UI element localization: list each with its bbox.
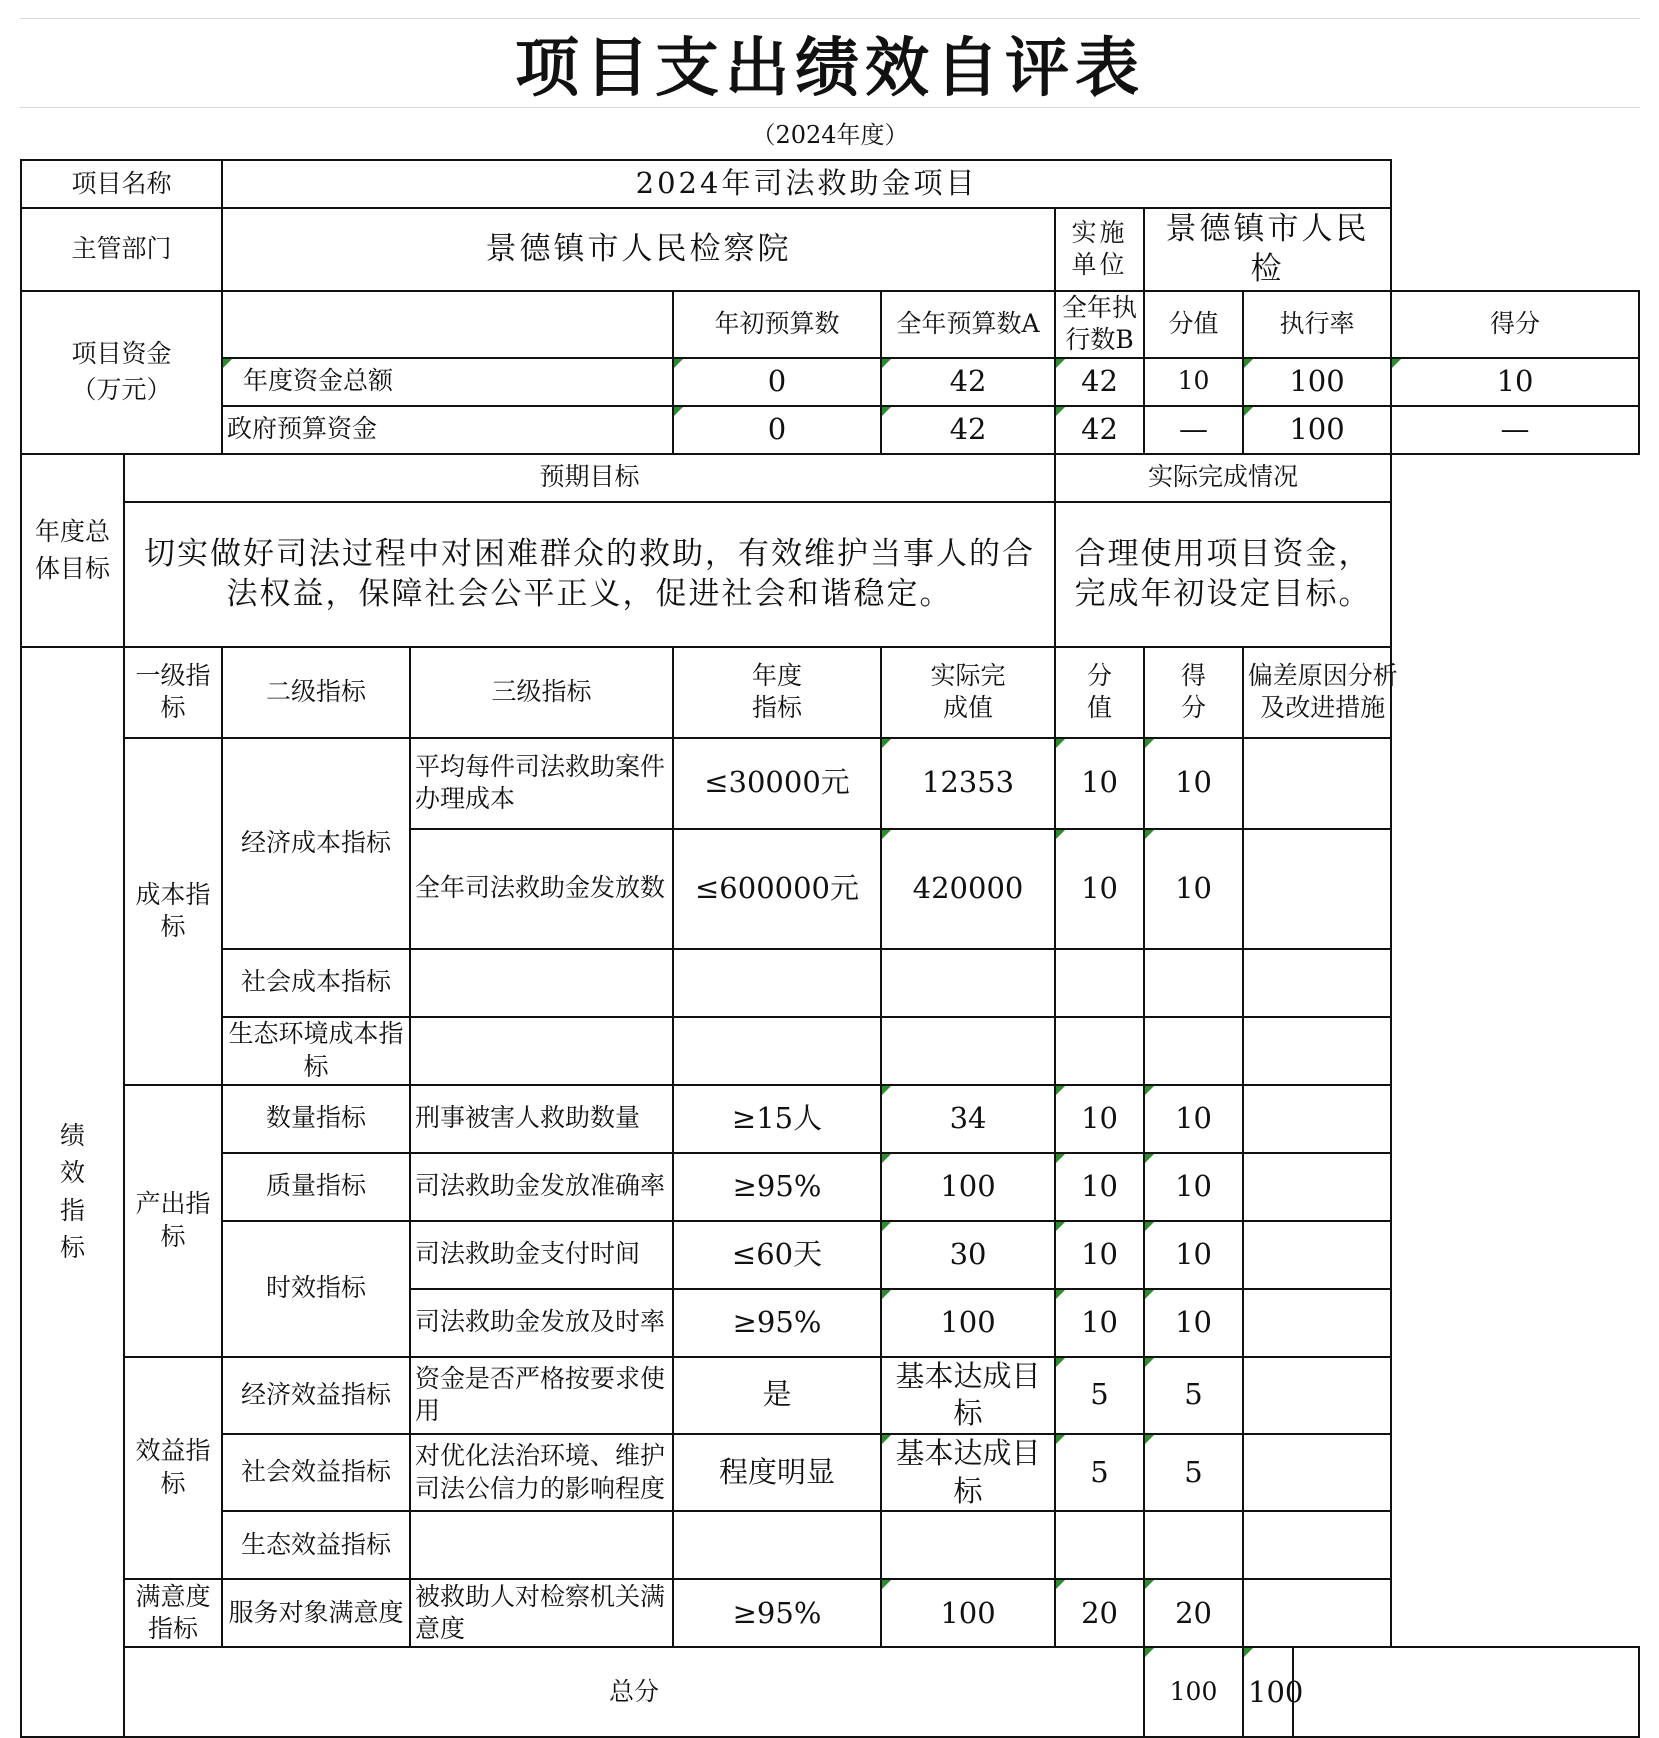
goals-header-row xyxy=(21,454,1639,502)
total-score: 100 xyxy=(1243,1647,1293,1737)
header-score-value: 分值 xyxy=(1055,647,1144,738)
project-name-value: 2024年司法救助金项目 xyxy=(222,160,1391,208)
goals-expected: 切实做好司法过程中对困难群众的救助，有效维护当事人的合法权益，保障社会公平正义，促进社会和谐稳定。 xyxy=(124,502,1055,647)
indicator-deviation xyxy=(1243,1434,1391,1511)
evaluation-table xyxy=(20,159,1640,1738)
dept-label: 主管部门 xyxy=(21,208,222,291)
indicator-score: 5 xyxy=(1144,1357,1243,1434)
funds-total-name: 年度资金总额 xyxy=(222,358,673,406)
indicator-row xyxy=(21,949,1639,1017)
funds-header-score: 得分 xyxy=(1391,291,1639,358)
indicator-score-value: 10 xyxy=(1055,1085,1144,1153)
group-benefit: 效益指标 xyxy=(124,1357,222,1580)
header-level1: 一级指标 xyxy=(124,647,222,738)
group-satisfaction: 满意度指标 xyxy=(124,1579,222,1647)
empty-cell xyxy=(1144,1511,1243,1579)
goals-label: 年度总体目标 xyxy=(21,454,124,647)
indicator-deviation xyxy=(1243,1289,1391,1357)
level2-eco-cost: 生态环境成本指标 xyxy=(222,1017,410,1085)
indicator-target: ≥15人 xyxy=(673,1085,881,1153)
indicator-score: 10 xyxy=(1144,1221,1243,1289)
indicator-target: ≥95% xyxy=(673,1579,881,1647)
total-score-value: 100 xyxy=(1144,1647,1243,1737)
indicator-target: ≤60天 xyxy=(673,1221,881,1289)
funds-gov-executed: 42 xyxy=(1055,406,1144,454)
funds-gov-initial: 0 xyxy=(673,406,881,454)
empty-cell xyxy=(1055,1511,1144,1579)
indicator-name: 对优化法治环境、维护司法公信力的影响程度 xyxy=(410,1434,673,1511)
indicator-score: 10 xyxy=(1144,1289,1243,1357)
indicator-target: 程度明显 xyxy=(673,1434,881,1511)
header-level2: 二级指标 xyxy=(222,647,410,738)
indicator-row xyxy=(21,1153,1639,1221)
indicator-target: 是 xyxy=(673,1357,881,1434)
funds-header-budget: 全年预算数A xyxy=(881,291,1055,358)
indicator-name: 平均每件司法救助案件办理成本 xyxy=(410,738,673,829)
indicator-score-value: 5 xyxy=(1055,1434,1144,1511)
funds-total-budget: 42 xyxy=(881,358,1055,406)
empty-cell xyxy=(673,1511,881,1579)
indicator-score-value: 20 xyxy=(1055,1579,1144,1647)
indicator-score: 10 xyxy=(1144,738,1243,829)
indicator-row xyxy=(21,1511,1639,1579)
header-level3: 三级指标 xyxy=(410,647,673,738)
goals-actual: 合理使用项目资金，完成年初设定目标。 xyxy=(1055,502,1391,647)
level2-quality: 质量指标 xyxy=(222,1153,410,1221)
indicator-score-value: 10 xyxy=(1055,1153,1144,1221)
indicator-deviation xyxy=(1243,1221,1391,1289)
funds-total-score-value: 10 xyxy=(1144,358,1243,406)
goals-content-row xyxy=(21,502,1639,647)
indicator-score: 10 xyxy=(1144,1085,1243,1153)
funds-total-row xyxy=(21,358,1639,406)
header-score: 得分 xyxy=(1144,647,1243,738)
indicator-header-row xyxy=(21,647,1639,738)
indicator-row xyxy=(21,738,1639,829)
empty-cell xyxy=(410,949,673,1017)
indicator-name: 司法救助金发放及时率 xyxy=(410,1289,673,1357)
project-name-label: 项目名称 xyxy=(21,160,222,208)
total-label: 总分 xyxy=(124,1647,1144,1737)
indicator-row xyxy=(21,1221,1639,1289)
indicator-score: 5 xyxy=(1144,1434,1243,1511)
funds-header-executed: 全年执行数B xyxy=(1055,291,1144,358)
indicator-target: ≥95% xyxy=(673,1153,881,1221)
funds-total-score: 10 xyxy=(1391,358,1639,406)
empty-cell xyxy=(1144,1017,1243,1085)
indicator-deviation xyxy=(1243,1579,1391,1647)
funds-total-rate: 100 xyxy=(1243,358,1391,406)
funds-header-score-value: 分值 xyxy=(1144,291,1243,358)
header-deviation: 偏差原因分析及改进措施 xyxy=(1243,647,1391,738)
indicator-deviation xyxy=(1243,738,1391,829)
funds-gov-rate: 100 xyxy=(1243,406,1391,454)
indicator-row xyxy=(21,1085,1639,1153)
header-actual: 实际完成值 xyxy=(881,647,1055,738)
empty-cell xyxy=(673,1017,881,1085)
indicator-score-value: 10 xyxy=(1055,1289,1144,1357)
total-deviation xyxy=(1293,1647,1639,1737)
indicator-name: 全年司法救助金发放数 xyxy=(410,829,673,949)
indicator-deviation xyxy=(1243,1153,1391,1221)
indicator-actual: 100 xyxy=(881,1579,1055,1647)
indicator-actual: 34 xyxy=(881,1085,1055,1153)
funds-gov-name: 政府预算资金 xyxy=(222,406,673,454)
indicator-score-value: 10 xyxy=(1055,1221,1144,1289)
indicator-score: 10 xyxy=(1144,829,1243,949)
indicator-actual: 基本达成目标 xyxy=(881,1434,1055,1511)
total-row xyxy=(21,1647,1639,1737)
funds-header-blank xyxy=(222,291,673,358)
goals-expected-header: 预期目标 xyxy=(124,454,1055,502)
funds-gov-score: — xyxy=(1391,406,1639,454)
empty-cell xyxy=(1243,949,1391,1017)
funds-gov-row xyxy=(21,406,1639,454)
indicator-row xyxy=(21,1434,1639,1511)
group-output: 产出指标 xyxy=(124,1085,222,1357)
indicators-label: 绩效指标 xyxy=(21,647,124,1738)
indicator-score-value: 5 xyxy=(1055,1357,1144,1434)
level2-timeliness: 时效指标 xyxy=(222,1221,410,1357)
indicator-actual: 420000 xyxy=(881,829,1055,949)
indicator-score-value: 10 xyxy=(1055,738,1144,829)
indicator-name: 被救助人对检察机关满意度 xyxy=(410,1579,673,1647)
fiscal-year: （2024年度） xyxy=(751,120,909,149)
empty-cell xyxy=(410,1017,673,1085)
funds-header-rate: 执行率 xyxy=(1243,291,1391,358)
indicator-deviation xyxy=(1243,1085,1391,1153)
funds-header-row xyxy=(21,291,1639,358)
indicator-score: 20 xyxy=(1144,1579,1243,1647)
empty-cell xyxy=(1055,949,1144,1017)
impl-label: 实施单位 xyxy=(1055,208,1144,291)
indicator-actual: 12353 xyxy=(881,738,1055,829)
level2-social-cost: 社会成本指标 xyxy=(222,949,410,1017)
level2-service: 服务对象满意度 xyxy=(222,1579,410,1647)
indicator-row xyxy=(21,1579,1639,1647)
department-row xyxy=(21,208,1639,291)
indicator-actual: 30 xyxy=(881,1221,1055,1289)
level2-economic-cost: 经济成本指标 xyxy=(222,738,410,949)
empty-cell xyxy=(881,1511,1055,1579)
empty-cell xyxy=(1243,1511,1391,1579)
empty-cell xyxy=(1144,949,1243,1017)
title-band xyxy=(20,18,1640,108)
indicator-score: 10 xyxy=(1144,1153,1243,1221)
level2-quantity: 数量指标 xyxy=(222,1085,410,1153)
indicator-target: ≤30000元 xyxy=(673,738,881,829)
indicator-name: 司法救助金支付时间 xyxy=(410,1221,673,1289)
empty-cell xyxy=(673,949,881,1017)
indicator-name: 司法救助金发放准确率 xyxy=(410,1153,673,1221)
header-target: 年度指标 xyxy=(673,647,881,738)
empty-cell xyxy=(881,1017,1055,1085)
funds-total-executed: 42 xyxy=(1055,358,1144,406)
group-cost: 成本指标 xyxy=(124,738,222,1085)
dept-value: 景德镇市人民检察院 xyxy=(222,208,1055,291)
indicator-deviation xyxy=(1243,1357,1391,1434)
indicator-row xyxy=(21,1357,1639,1434)
empty-cell xyxy=(1055,1017,1144,1085)
indicator-actual: 100 xyxy=(881,1289,1055,1357)
funds-header-initial: 年初预算数 xyxy=(673,291,881,358)
indicator-name: 刑事被害人救助数量 xyxy=(410,1085,673,1153)
page-title: 项目支出绩效自评表 xyxy=(515,32,1145,106)
level2-eco-benefit: 生态效益指标 xyxy=(222,1511,410,1579)
indicator-target: ≥95% xyxy=(673,1289,881,1357)
funds-label: 项目资金（万元） xyxy=(21,291,222,454)
indicator-score-value: 10 xyxy=(1055,829,1144,949)
indicator-target: ≤600000元 xyxy=(673,829,881,949)
funds-gov-score-value: — xyxy=(1144,406,1243,454)
empty-cell xyxy=(1243,1017,1391,1085)
indicator-row xyxy=(21,1017,1639,1085)
funds-total-initial: 0 xyxy=(673,358,881,406)
indicator-actual: 基本达成目标 xyxy=(881,1357,1055,1434)
year-band xyxy=(20,106,1640,158)
empty-cell xyxy=(410,1511,673,1579)
impl-value: 景德镇市人民检 xyxy=(1144,208,1391,291)
level2-social-benefit: 社会效益指标 xyxy=(222,1434,410,1511)
level2-economic-benefit: 经济效益指标 xyxy=(222,1357,410,1434)
indicator-name: 资金是否严格按要求使用 xyxy=(410,1357,673,1434)
project-name-row xyxy=(21,160,1639,208)
empty-cell xyxy=(881,949,1055,1017)
indicator-deviation xyxy=(1243,829,1391,949)
funds-gov-budget: 42 xyxy=(881,406,1055,454)
goals-actual-header: 实际完成情况 xyxy=(1055,454,1391,502)
indicator-actual: 100 xyxy=(881,1153,1055,1221)
